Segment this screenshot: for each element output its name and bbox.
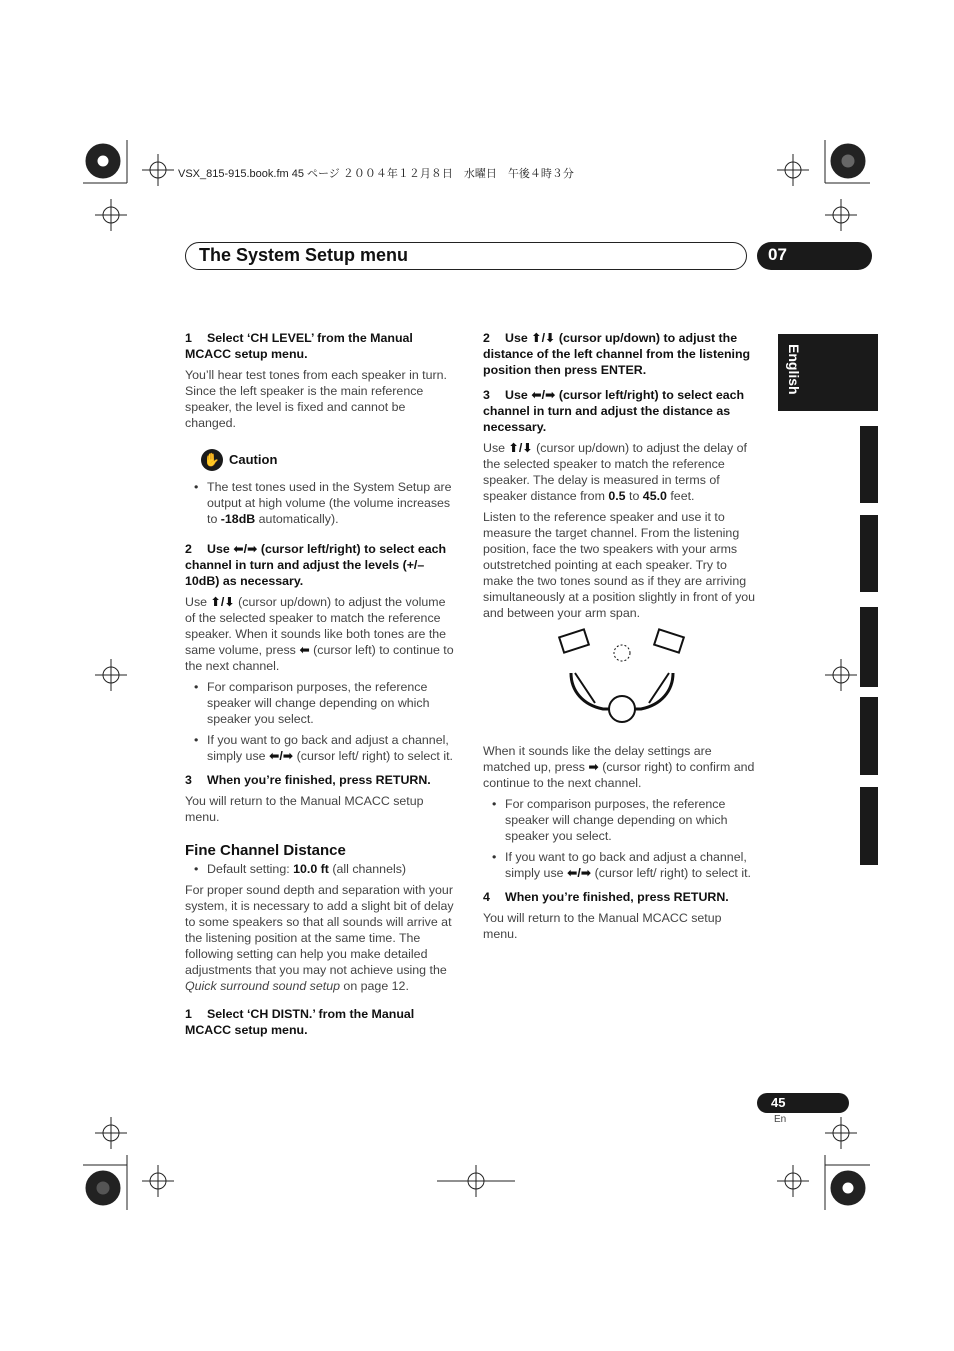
arrow-left-right-icon: ⬅/➡	[566, 866, 592, 880]
note-list	[483, 796, 756, 881]
step-heading: 2 Use ⬆/⬇ (cursor up/down) to adjust the distance of the left channel from the listening position then press ENTER.	[483, 331, 751, 377]
section-heading: Fine Channel Distance	[185, 842, 346, 859]
list-item: • For comparison purposes, the reference speaker will change depending on which speaker you select.	[207, 679, 458, 727]
side-tab	[860, 515, 878, 592]
list-item: • For comparison purposes, the reference speaker will change depending on which speaker you select.	[505, 796, 756, 844]
arrow-left-right-icon: ⬅/➡	[233, 542, 258, 556]
chapter-badge: 07	[757, 242, 872, 270]
side-tab	[860, 787, 878, 865]
side-tab	[860, 426, 878, 503]
page-title-bar	[185, 242, 747, 270]
arrow-right-icon: ➡	[588, 760, 599, 774]
step-body: You will return to the Manual MCACC setup menu.	[483, 911, 722, 941]
side-tab	[860, 607, 878, 687]
step-heading: 3 When you’re finished, press RETURN.	[185, 773, 431, 787]
step-body: When it sounds like the delay settings are matched up, press ➡ (cursor right) to confirm and continue to the next channel.	[483, 744, 755, 790]
caution-list	[185, 479, 458, 527]
arrow-up-down-icon: ⬆/⬇	[508, 441, 533, 455]
page-title: The System Setup menu	[199, 245, 409, 265]
right-speaker-icon	[654, 629, 684, 652]
step-heading: 1 Select ‘CH DISTN.’ from the Manual MCACC setup menu.	[185, 1007, 415, 1037]
list-item: • If you want to go back and adjust a channel, simply use ⬅/➡ (cursor left/ right) to select it.	[207, 732, 458, 764]
print-header: VSX_815-915.book.fm 45 ページ ２００４年１２月８日 水曜日 午後４時３分	[178, 168, 574, 180]
step-body: Use ⬆/⬇ (cursor up/down) to adjust the volume of the selected speaker to match the reference speaker. When it sounds like both tones are the same volume, press ⬅ (cursor left) to continue to the next channel.	[185, 595, 454, 673]
target-point-icon	[614, 645, 630, 661]
instruction-paragraph: Listen to the reference speaker and use it to measure the target channel. From the listening position, face the two speakers with your arms outstretched pointing at each speaker. Try to make the two tones sound as if they are arriving simultaneously at a position slightly in front of you and between your arm span.	[483, 510, 756, 620]
list-item: • If you want to go back and adjust a channel, simply use ⬅/➡ (cursor left/ right) to select it.	[505, 849, 756, 881]
hand-icon: ✋	[201, 449, 223, 471]
step-body: Use ⬆/⬇ (cursor up/down) to adjust the delay of the selected speaker to match the reference speaker. The delay is measured in terms of speaker distance from 0.5 to 45.0 feet.	[483, 441, 747, 503]
arrow-left-icon: ⬅	[299, 643, 310, 657]
step-heading: 2 Use ⬅/➡ (cursor left/right) to select each channel in turn and adjust the levels (+/– 10dB) as necessary.	[185, 542, 447, 588]
default-setting-list	[185, 861, 458, 877]
side-tab	[860, 697, 878, 775]
arrow-left-right-icon: ⬅/➡	[268, 749, 294, 763]
listener-head-icon	[609, 696, 635, 722]
left-speaker-icon	[559, 629, 589, 652]
arrow-left-right-icon: ⬅/➡	[531, 388, 556, 402]
left-column	[185, 330, 458, 1043]
arrow-up-down-icon: ⬆/⬇	[531, 331, 556, 345]
section-body: For proper sound depth and separation with your system, it is necessary to add a slight bit of delay to some speakers so that all sounds will arrive at the listening position at the same time. The following setting can help you make detailed adjustments that you may not achieve using the Quick surround sound setup on page 12.	[185, 883, 454, 993]
language-tab	[778, 334, 878, 411]
step-body: You’ll hear test tones from each speaker in turn. Since the left speaker is the main reference speaker, the level is fixed and cannot be changed.	[185, 368, 447, 430]
arrow-up-down-icon: ⬆/⬇	[210, 595, 235, 609]
caution-heading: ✋ Caution	[201, 449, 458, 471]
caution-item: • The test tones used in the System Setup are output at high volume (the volume increases to -18dB automatically).	[207, 479, 458, 527]
step-heading: 1 Select ‘CH LEVEL’ from the Manual MCACC setup menu.	[185, 331, 413, 361]
note-list	[185, 679, 458, 764]
step-heading: 4 When you’re finished, press RETURN.	[483, 890, 729, 904]
page-number: 45	[757, 1093, 849, 1113]
step-body: You will return to the Manual MCACC setup menu.	[185, 794, 424, 824]
page-language: En	[774, 1114, 787, 1125]
step-heading: 3 Use ⬅/➡ (cursor left/right) to select each channel in turn and adjust the distance as necessary.	[483, 388, 745, 434]
right-column	[483, 330, 756, 947]
listening-position-diagram	[483, 627, 756, 737]
list-item: • Default setting: 10.0 ft (all channels)	[207, 861, 458, 877]
language-label: English	[786, 344, 802, 395]
